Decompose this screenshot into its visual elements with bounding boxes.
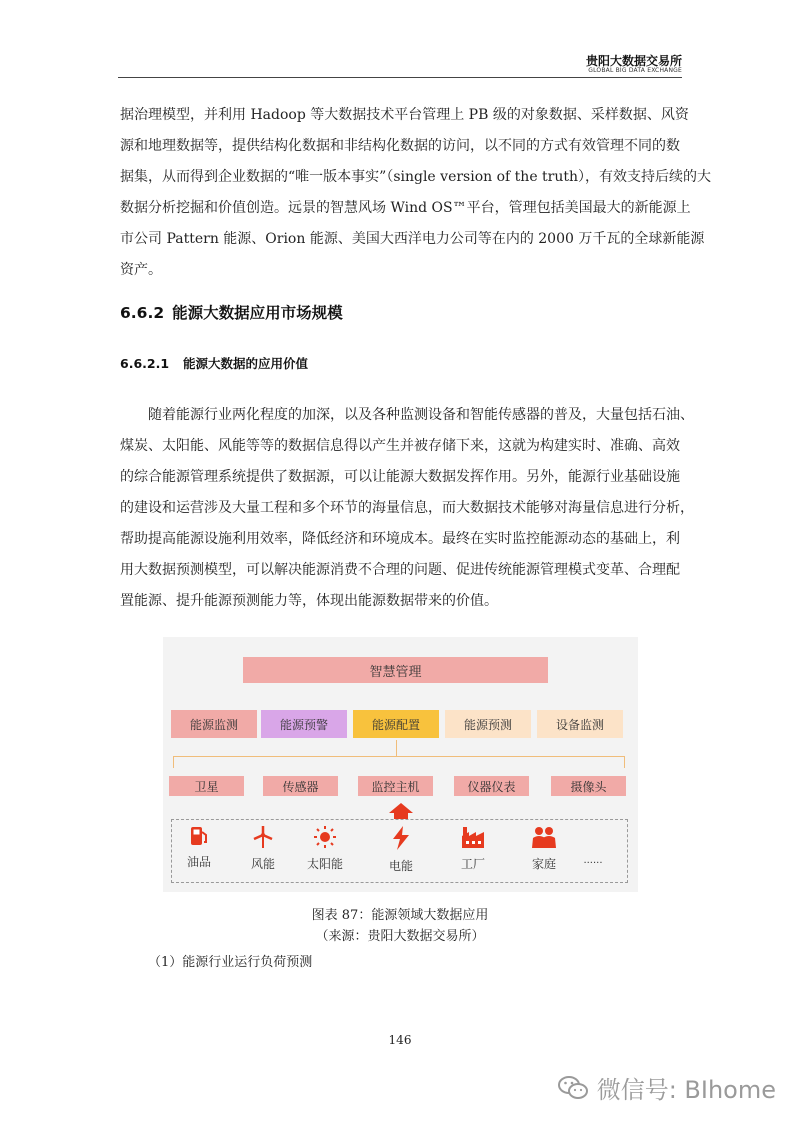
paragraph-line: 据集，从而得到企业数据的“唯一版本事实”（single version of the truth），有效支持后续的大 (120, 169, 712, 185)
header-brand: 贵阳大数据交易所 (585, 54, 682, 68)
family-icon (530, 825, 558, 849)
section-number: 6.6.2 (120, 304, 165, 322)
source-label: 工厂 (460, 857, 485, 871)
wechat-icon (557, 1074, 589, 1102)
source-wind (233, 825, 293, 872)
sun-icon (313, 825, 337, 849)
wind-turbine-icon (251, 825, 275, 849)
source-label: 风能 (250, 857, 275, 871)
camera-box: 摄像头 (551, 776, 626, 796)
paragraph-line: 置能源、提升能源预测能力等，体现出能源数据带来的价值。 (120, 593, 498, 609)
paragraph-line: 帮助提高能源设施利用效率，降低经济和环境成本。最终在实时监控能源动态的基础上，利 (120, 531, 680, 547)
subsection-number: 6.6.2.1 (120, 356, 170, 371)
equipment-monitoring-box: 设备监测 (537, 710, 623, 738)
paragraph-line: 用大数据预测模型，可以解决能源消费不合理的问题、促进传统能源管理模式变革、合理配 (120, 562, 680, 578)
source-label: 家庭 (531, 857, 556, 871)
energy-forecast-box: 能源预测 (445, 710, 531, 738)
section-heading (120, 301, 343, 323)
wechat-watermark (557, 1070, 776, 1105)
fuel-pump-icon (188, 825, 210, 847)
satellite-box: 卫星 (169, 776, 244, 796)
page-number: 146 (388, 1033, 412, 1047)
paragraph-line: 源和地理数据等，提供结构化数据和非结构化数据的访问，以不同的方式有效管理不同的数 (120, 138, 680, 154)
source-more (563, 849, 623, 866)
source-more-label: ...... (583, 855, 603, 866)
subsection-title: 能源大数据的应用价值 (183, 356, 309, 371)
energy-allocation-box: 能源配置 (353, 710, 439, 738)
paragraph-application-value (120, 400, 694, 617)
subsection-heading (120, 354, 308, 372)
paragraph-line: 资产。 (120, 262, 162, 278)
paragraph-line: 的建设和运营涉及大量工程和多个环节的海量信息，而大数据技术能够对海量信息进行分析， (120, 500, 694, 516)
connector-line (173, 756, 625, 757)
paragraph-line: 数据分析挖掘和价值创造。远景的智慧风场 Wind OS™平台，管理包括美国最大的新能源上 (120, 200, 691, 216)
figure-caption: 图表 87：能源领域大数据应用 (311, 908, 489, 923)
connector-line (396, 740, 397, 756)
header-rule (118, 77, 682, 78)
monitoring-host-box: 监控主机 (358, 776, 433, 796)
section-title: 能源大数据应用市场规模 (172, 304, 343, 322)
source-label: 油品 (186, 855, 211, 869)
source-solar (295, 825, 355, 872)
instrument-box: 仪器仪表 (454, 776, 529, 796)
source-label: 电能 (388, 859, 413, 873)
paragraph-data-governance (120, 100, 712, 286)
connector-line (624, 756, 625, 768)
paragraph-line: 据治理模型，并利用 Hadoop 等大数据技术平台管理上 PB 级的对象数据、采样数据、风资 (120, 107, 689, 123)
source-factory (443, 825, 503, 872)
source-electric (371, 825, 431, 874)
sensor-box: 传感器 (263, 776, 338, 796)
lightning-icon (388, 825, 414, 851)
watermark-text: 微信号: BIhome (596, 1076, 776, 1104)
energy-big-data-diagram (163, 637, 638, 892)
paragraph-line: 随着能源行业两化程度的加深，以及各种监测设备和智能传感器的普及，大量包括石油、 (148, 407, 694, 423)
energy-monitoring-box: 能源监测 (171, 710, 257, 738)
paragraph-line: 市公司 Pattern 能源、Orion 能源、美国大西洋电力公司等在内的 2000 万千瓦的全球新能源 (120, 231, 705, 247)
smart-management-box: 智慧管理 (243, 657, 548, 683)
up-arrow-icon (389, 803, 413, 813)
figure-source: （来源：贵阳大数据交易所） (315, 929, 485, 944)
source-fuel (169, 825, 229, 870)
list-item-heading: （1）能源行业运行负荷预测 (148, 955, 313, 970)
header-brand-subtitle: GLOBAL BIG DATA EXCHANGE (588, 67, 682, 74)
energy-warning-box: 能源预警 (261, 710, 347, 738)
paragraph-line: 的综合能源管理系统提供了数据源，可以让能源大数据发挥作用。另外，能源行业基础设施 (120, 469, 680, 485)
factory-icon (460, 825, 486, 849)
connector-line (173, 756, 174, 768)
paragraph-line: 煤炭、太阳能、风能等等的数据信息得以产生并被存储下来，这就为构建实时、准确、高效 (120, 438, 680, 454)
source-label: 太阳能 (306, 857, 343, 871)
